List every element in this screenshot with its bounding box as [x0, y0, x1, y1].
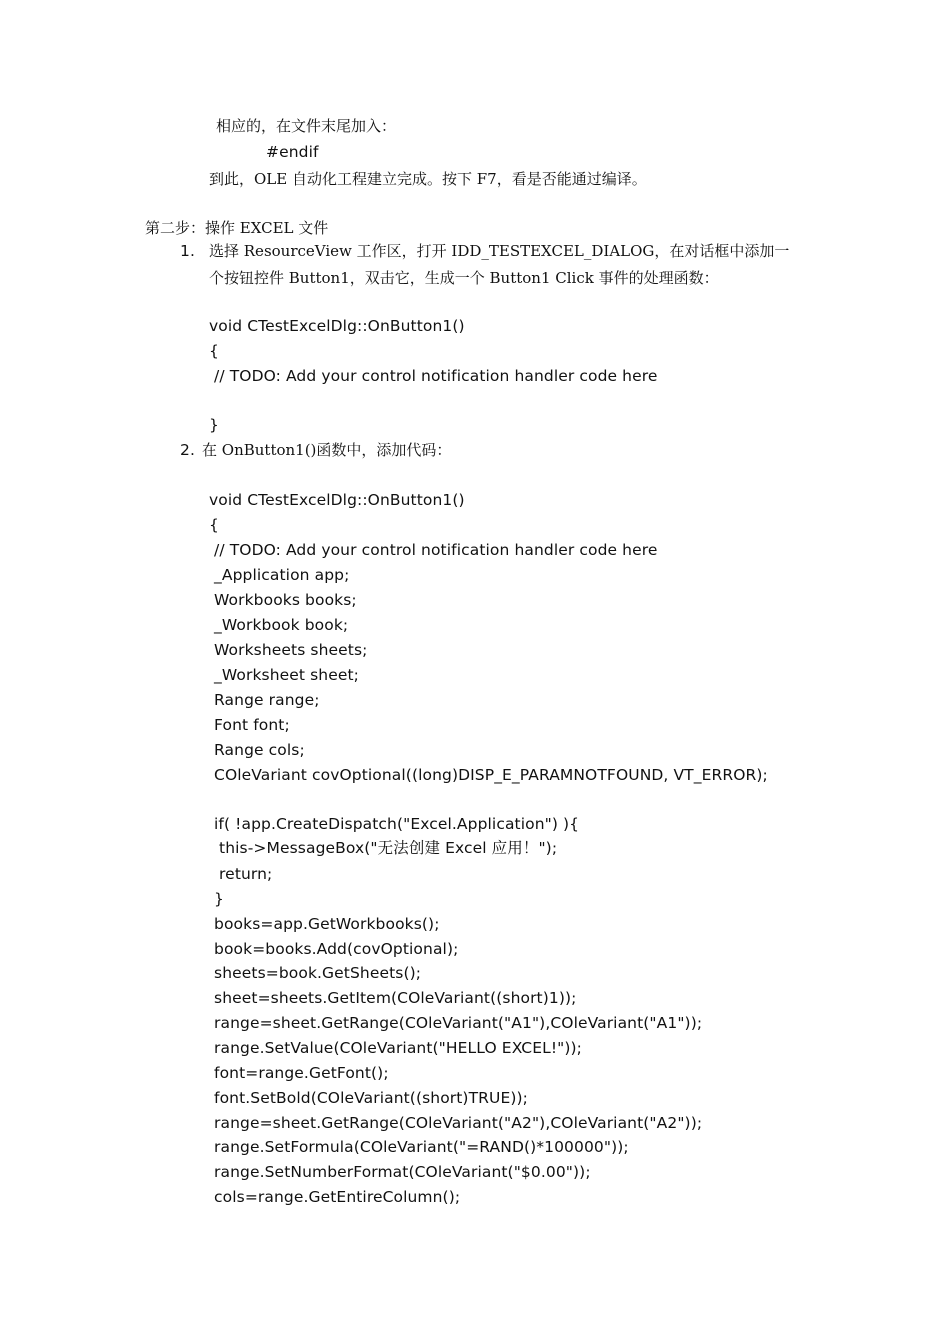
endif-line: #endif [266, 143, 319, 161]
item1-text-line2: 个按钮控件 Button1，双击它，生成一个 Button1 Click 事件的处理函数： [209, 269, 719, 287]
append-note: 相应的，在文件末尾加入： [216, 117, 397, 135]
code-line: _Workbook book; [209, 616, 349, 634]
code-line: range=sheet.GetRange(COleVariant("A2"),COleVariant("A2")); [209, 1114, 703, 1132]
code-line: } [209, 890, 224, 908]
item1-text-line1: 选择 ResourceView 工作区，打开 IDD_TESTEXCEL_DIALOG，在对话框中添加一 [209, 242, 790, 260]
step2-heading: 第二步：操作 EXCEL 文件 [145, 219, 329, 237]
code-line: Range range; [209, 691, 320, 709]
code-line: _Application app; [209, 566, 350, 584]
code-line: { [209, 516, 219, 534]
code-line: font.SetBold(COleVariant((short)TRUE)); [209, 1089, 528, 1107]
compile-note: 到此，OLE 自动化工程建立完成。按下 F7，看是否能通过编译。 [209, 170, 647, 188]
code-line: sheet=sheets.GetItem(COleVariant((short)1)); [209, 989, 577, 1007]
item1-marker: 1. [180, 242, 195, 260]
code-line: COleVariant covOptional((long)DISP_E_PARAMNOTFOUND, VT_ERROR); [209, 766, 768, 784]
code-line: range.SetNumberFormat(COleVariant("$0.00")); [209, 1163, 591, 1181]
code-line: if( !app.CreateDispatch("Excel.Application") ){ [209, 815, 580, 833]
code-line: this->MessageBox("无法创建 Excel 应用！"); [209, 839, 558, 857]
item2-text: 在 OnButton1()函数中，添加代码： [202, 441, 452, 459]
code-line: // TODO: Add your control notification handler code here [209, 541, 658, 559]
code-line: books=app.GetWorkbooks(); [209, 915, 440, 933]
code-line: range.SetFormula(COleVariant("=RAND()*100000")); [209, 1138, 629, 1156]
code-line: Workbooks books; [209, 591, 357, 609]
code-line: Range cols; [209, 741, 305, 759]
code-line: void CTestExcelDlg::OnButton1() [209, 491, 465, 509]
code-line: { [209, 342, 219, 360]
code-line: Worksheets sheets; [209, 641, 368, 659]
code-line: range=sheet.GetRange(COleVariant("A1"),COleVariant("A1")); [209, 1014, 703, 1032]
code-line: return; [209, 865, 273, 883]
code-line: book=books.Add(covOptional); [209, 940, 459, 958]
item2-marker: 2. [180, 441, 195, 459]
code-line: void CTestExcelDlg::OnButton1() [209, 317, 465, 335]
code-line: } [209, 416, 219, 434]
code-line: range.SetValue(COleVariant("HELLO EXCEL!")); [209, 1039, 582, 1057]
code-line: _Worksheet sheet; [209, 666, 359, 684]
code-line: // TODO: Add your control notification handler code here [209, 367, 658, 385]
code-line: Font font; [209, 716, 290, 734]
code-line: cols=range.GetEntireColumn(); [209, 1188, 461, 1206]
code-line: sheets=book.GetSheets(); [209, 964, 422, 982]
code-line: font=range.GetFont(); [209, 1064, 389, 1082]
